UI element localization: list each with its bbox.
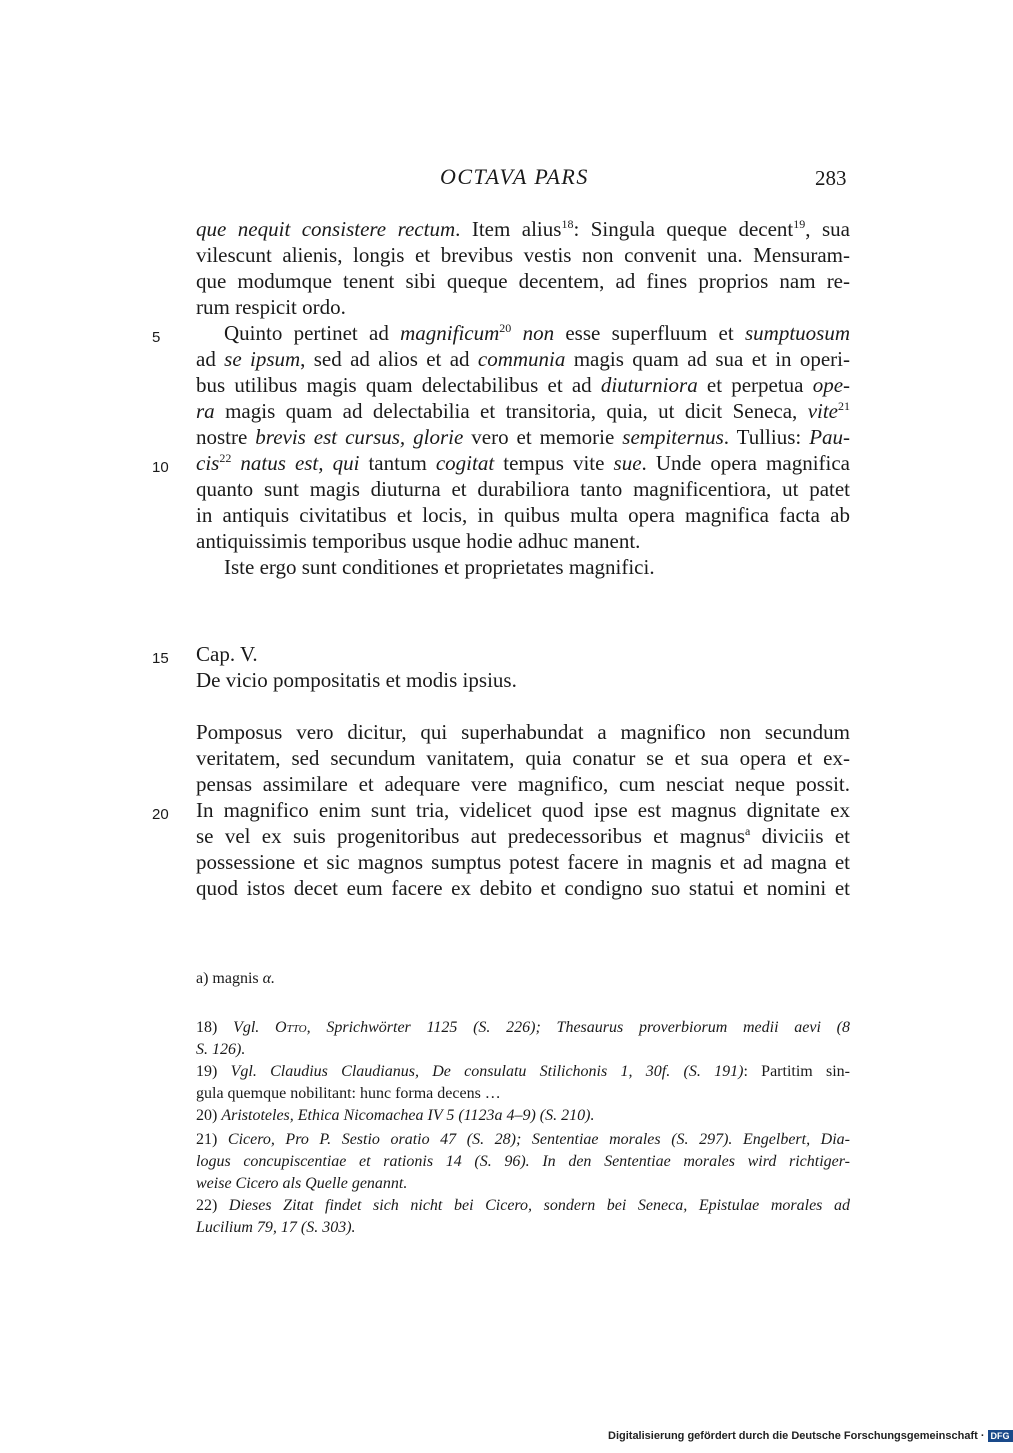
critical-apparatus: a) magnis α. <box>196 970 276 987</box>
footnote-21-cont: logus concupiscentiae et rationis 14 (S. 96). In den Sententiae morales wird richtiger- <box>196 1153 850 1170</box>
text-line: Quinto pertinet ad magnificum$^{20}$ non esse superfluum et sumptuosum <box>224 321 851 345</box>
footnote-21: 21) Cicero, Pro P. Sestio oratio 47 (S. 28); Sententiae morales (S. 297). Engelbert, Dia- <box>196 1131 850 1148</box>
text-line: in antiquis civitatibus et locis, in quibus multa opera magnifica facta ab <box>196 503 850 527</box>
footnote-19: 19) Vgl. Claudius Claudianus, De consulatu Stilichonis 1, 30f. (S. 191): Partitim sin- <box>196 1063 851 1080</box>
footnote-22-cont: Lucilium 79, 17 (S. 303). <box>196 1219 356 1236</box>
text-line: rum respicit ordo. <box>196 295 346 319</box>
text-line: que nequit consistere rectum. Item alius$^{18}$: Singula queque decent$^{19}$, sua <box>196 217 850 241</box>
chapter-heading: Cap. V. <box>196 642 258 666</box>
page-number: 283 <box>815 166 847 190</box>
footnote-22: 22) Dieses Zitat findet sich nicht bei Cicero, sondern bei Seneca, Epistulae morales ad <box>196 1197 850 1214</box>
text-line: In magnifico enim sunt tria, videlicet quod ipse est magnus dignitate ex <box>196 798 850 822</box>
digitization-credit: Digitalisierung gefördert durch die Deutsche Forschungsgemeinschaft · DFG <box>608 1430 1013 1442</box>
text-line: bus utilibus magis quam delectabilibus et ad diuturniora et perpetua ope- <box>196 373 851 397</box>
line-number: 20 <box>152 806 169 823</box>
text-line: que modumque tenent sibi queque decentem, ad fines proprios nam re- <box>196 269 850 293</box>
text-line: ra magis quam ad delectabilia et transitoria, quia, ut dicit Seneca, vite$^{21}$ <box>196 399 850 423</box>
text-line: vilescunt alienis, longis et brevibus vestis non convenit una. Mensuram- <box>196 243 850 267</box>
footnote-20: 20) Aristoteles, Ethica Nicomachea IV 5 (1123a 4–9) (S. 210). <box>196 1107 595 1124</box>
line-number: 5 <box>152 329 161 346</box>
text-line: veritatem, sed secundum vanitatem, quia conatur se et sua opera et ex- <box>196 746 850 770</box>
dfg-logo: DFG <box>988 1430 1013 1442</box>
text-line: nostre brevis est cursus, glorie vero et memorie sempiternus. Tullius: Pau- <box>196 425 851 449</box>
text-line: antiquissimis temporibus usque hodie adhuc manent. <box>196 529 641 553</box>
text-line: cis$^{22}$ natus est, qui tantum cogitat tempus vite sue. Unde opera magnifica <box>196 451 851 475</box>
running-head: OCTAVA PARS <box>440 164 589 189</box>
text-line: quod istos decet eum facere ex debito et condigno suo statui et nomini et <box>196 876 850 900</box>
line-number: 15 <box>152 650 169 667</box>
text-line: Pomposus vero dicitur, qui superhabundat a magnifico non secundum <box>196 720 850 744</box>
text-line: Iste ergo sunt conditiones et proprietates magnifici. <box>224 555 655 579</box>
text-line: se vel ex suis progenitoribus aut predecessoribus et magnus$^a$ diviciis et <box>196 824 850 848</box>
text-line: ad se ipsum, sed ad alios et ad communia magis quam ad sua et in operi- <box>196 347 851 371</box>
text-line: pensas assimilare et adequare vere magnifico, cum nesciat neque possit. <box>196 772 850 796</box>
text-line: possessione et sic magnos sumptus potest facere in magnis et ad magna et <box>196 850 850 874</box>
footnote-18: 18) Vgl. Otto, Sprichwörter 1125 (S. 226); Thesaurus proverbiorum medii aevi (8 <box>196 1019 851 1036</box>
footnote-18-cont: S. 126). <box>196 1041 246 1058</box>
line-number: 10 <box>152 459 169 476</box>
footnote-21-cont: weise Cicero als Quelle genannt. <box>196 1175 408 1192</box>
footnote-19-cont: gula quemque nobilitant: hunc forma decens … <box>196 1085 501 1102</box>
text-line: quanto sunt magis diuturna et durabiliora tanto magnificentiora, ut patet <box>196 477 850 501</box>
chapter-title: De vicio pompositatis et modis ipsius. <box>196 668 517 692</box>
